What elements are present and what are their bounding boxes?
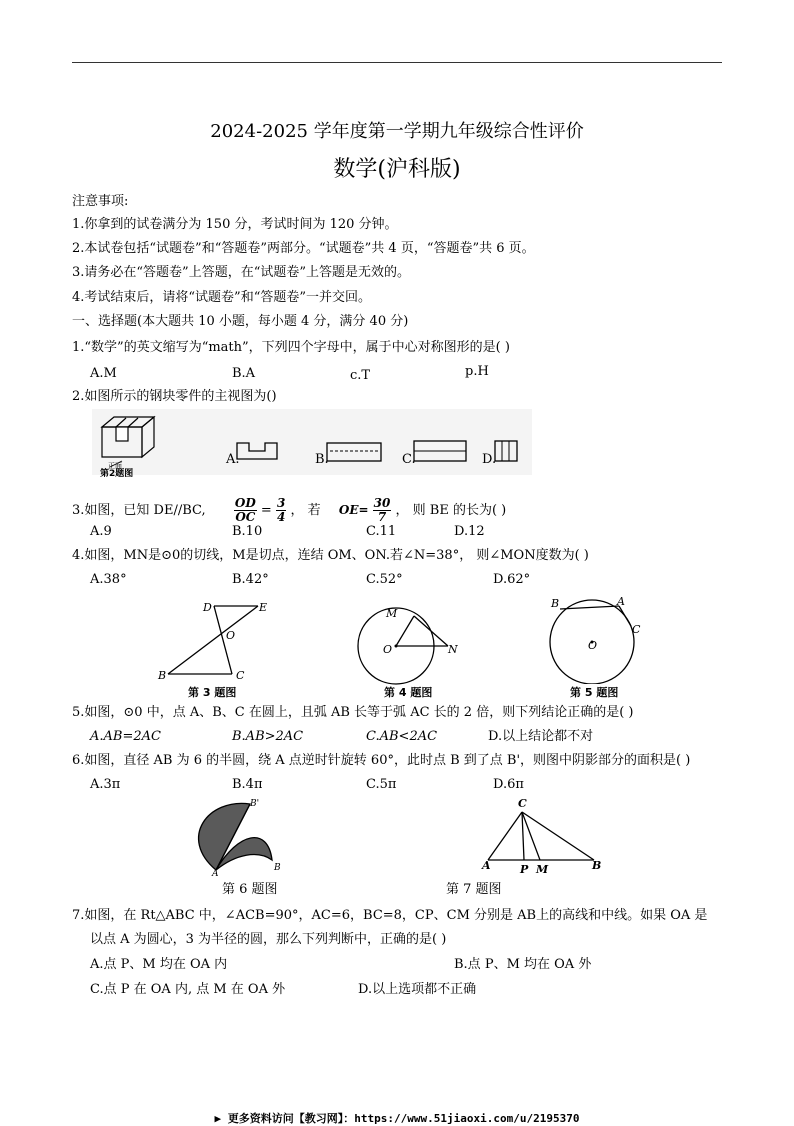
q2-option-a: A. xyxy=(226,452,240,467)
q7-option-a: A.点 P、M 均在 OA 内 xyxy=(90,957,228,972)
q5-option-b: B.AB>2AC xyxy=(232,729,304,744)
figure-q3-caption: 第 3 题图 xyxy=(188,686,237,699)
question-7-stem-line2: 以点 A 为圆心，3 为半径的圆，那么下列判断中，正确的是( ) xyxy=(90,932,447,947)
fig3-label-e: E xyxy=(259,601,268,614)
question-3-stem xyxy=(72,497,506,524)
q6-option-d: D.6π xyxy=(493,777,524,792)
figure-q4-caption: 第 4 题图 xyxy=(384,686,433,699)
exam-title: 2024-2025 学年度第一学期九年级综合性评价 xyxy=(210,121,584,142)
q3-option-d: D.12 xyxy=(454,524,485,539)
q5-option-a: A.AB=2AC xyxy=(90,729,161,744)
q3-fraction-od-oc: $\frac{OD}{OC}$ xyxy=(234,496,256,524)
q2-option-c: C. xyxy=(402,452,416,467)
figure-q7 xyxy=(484,808,600,868)
q7-option-b: B.点 P、M 均在 OA 外 xyxy=(454,957,592,972)
fig7-label-m: M xyxy=(536,863,549,876)
figure-q7-caption: 第 7 题图 xyxy=(446,882,502,897)
figure-q6 xyxy=(188,798,278,878)
note-item: 2.本试卷包括“试题卷”和“答题卷”两部分。“试题卷”共 4 页，“答题卷”共 6 页。 xyxy=(72,241,535,256)
footer-link[interactable]: ▶ 更多资料访问【教习网】：https://www.51jiaoxi.com/u/2195370 xyxy=(214,1112,580,1125)
question-5-stem: 5.如图，⊙0 中，点 A、B、C 在圆上，且弧 AB 长等于弧 AC 长的 2 倍，则下列结论正确的是( ) xyxy=(72,705,634,720)
q1-option-a: A.M xyxy=(90,366,117,381)
fig7-label-a: A xyxy=(482,859,491,872)
q3-stem-end: ， 则 BE 的长为( ) xyxy=(395,503,507,518)
note-item: 3.请务必在“答题卷”上答题，在“试题卷”上答题是无效的。 xyxy=(72,265,410,280)
q7-option-d: D.以上选项都不正确 xyxy=(358,982,477,997)
q4-option-c: C.52° xyxy=(366,572,403,587)
q2-option-b: B. xyxy=(315,452,329,467)
q4-option-a: A.38° xyxy=(90,572,127,587)
q7-option-c: C.点 P 在 OA 内, 点 M 在 OA 外 xyxy=(90,982,286,997)
q3-if: ， 若 xyxy=(290,503,321,518)
fig4-label-o: O xyxy=(383,643,393,656)
q3-equals: = xyxy=(260,503,272,518)
q3-option-b: B.10 xyxy=(232,524,263,539)
q1-option-b: B.A xyxy=(232,366,256,381)
question-7-stem-line1: 7.如图，在 Rt△ABC 中，∠ACB=90°，AC=6，BC=8，CP、CM 分别是 AB上的高线和中线。如果 OA 是 xyxy=(72,908,708,923)
fig4-label-m: M xyxy=(386,607,398,620)
fig7-label-p: P xyxy=(520,863,529,876)
notes-heading: 注意事项: xyxy=(72,194,129,209)
exam-subtitle: 数学(沪科版) xyxy=(333,157,461,182)
question-1-stem: 1.“数学”的英文缩写为“math”，下列四个字母中，属于中心对称图形的是( ) xyxy=(72,340,510,355)
figure-q6-caption: 第 6 题图 xyxy=(222,882,278,897)
fig4-label-n: N xyxy=(448,643,458,656)
fig5-label-o: O xyxy=(588,639,598,652)
q6-option-a: A.3π xyxy=(90,777,121,792)
fig3-label-b: B xyxy=(158,669,167,682)
figure-q4 xyxy=(350,604,460,688)
q4-option-d: D.62° xyxy=(493,572,531,587)
q3-fraction-3-4: $\frac{3}{4}$ xyxy=(276,496,286,524)
q3-option-c: C.11 xyxy=(366,524,397,539)
figure-q2-steel-part xyxy=(92,409,532,475)
figure-q5-caption: 第 5 题图 xyxy=(570,686,619,699)
figure-q2-caption: 第2题图 xyxy=(100,469,134,479)
fig3-label-c: C xyxy=(236,669,245,682)
q4-option-b: B.42° xyxy=(232,572,269,587)
fig6-label-a: A xyxy=(212,869,219,879)
q3-fraction-30-7: $\frac{30}{7}$ xyxy=(373,496,391,524)
fig6-label-b: B xyxy=(274,863,281,873)
q3-stem-start: 3.如图，已知 DE//BC, xyxy=(72,503,206,518)
fig5-label-a: A xyxy=(617,595,625,608)
q6-option-c: C.5π xyxy=(366,777,397,792)
fig3-label-o: O xyxy=(226,629,236,642)
question-2-stem: 2.如图所示的钢块零件的主视图为() xyxy=(72,389,277,404)
question-6-stem: 6.如图，直径 AB 为 6 的半圆，绕 A 点逆时针旋转 60°，此时点 B 到了点 B'，则图中阴影部分的面积是( ) xyxy=(72,753,691,768)
q1-option-d: p.H xyxy=(465,364,489,379)
q3-oe: OE= xyxy=(338,503,369,517)
q3-option-a: A.9 xyxy=(90,524,112,539)
front-label: 正面 xyxy=(108,462,122,470)
fig5-label-b: B xyxy=(551,597,560,610)
fig7-label-c: C xyxy=(518,797,527,810)
question-4-stem: 4.如图，MN是⊙0的切线，M是切点，连结 OM、ON.若∠N=38°， 则∠MON度数为( ) xyxy=(72,548,589,563)
fig5-label-c: C xyxy=(632,623,641,636)
q5-option-d: D.以上结论都不对 xyxy=(488,729,594,744)
q2-option-d: D. xyxy=(482,452,497,467)
fig3-label-d: D xyxy=(203,601,212,614)
note-item: 1.你拿到的试卷满分为 150 分，考试时间为 120 分钟。 xyxy=(72,217,398,232)
note-item: 4.考试结束后，请将“试题卷”和“答题卷”一并交回。 xyxy=(72,290,371,305)
section-heading: 一、选择题(本大题共 10 小题，每小题 4 分，满分 40 分) xyxy=(72,314,409,329)
q5-option-c: C.AB<2AC xyxy=(366,729,438,744)
q6-option-b: B.4π xyxy=(232,777,263,792)
q1-option-c: c.T xyxy=(350,368,371,383)
top-rule xyxy=(72,62,722,63)
fig6-label-bprime: B' xyxy=(250,799,260,809)
fig7-label-b: B xyxy=(592,859,602,872)
